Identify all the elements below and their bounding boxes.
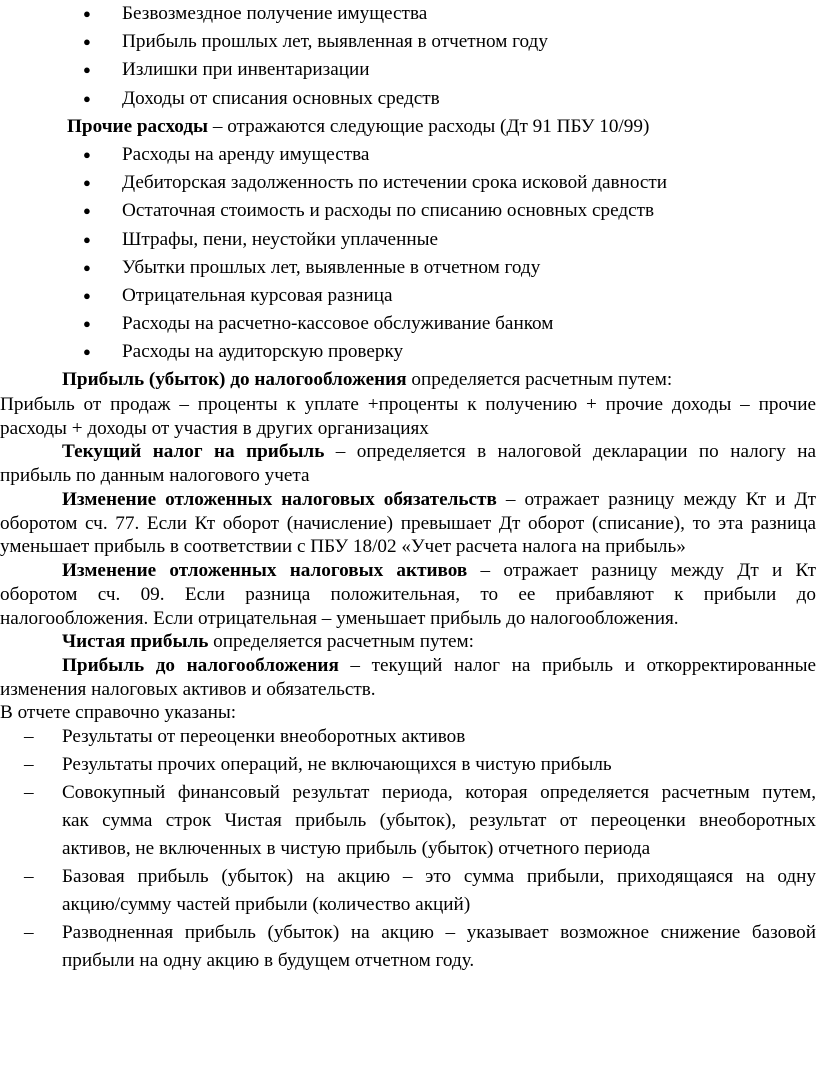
list-item-line: акцию/сумму частей прибыли (количество акций): [62, 894, 471, 915]
dash-icon: –: [24, 726, 34, 747]
dash-icon: –: [24, 754, 34, 775]
paragraph-line: Прибыль от продаж – проценты к уплате +проценты к получению + прочие доходы – прочие: [0, 394, 816, 415]
bullet-icon: ●: [83, 62, 91, 77]
list-item-line: как сумма строк Чистая прибыль (убыток), результат от переоценки внеоборотных: [62, 810, 816, 831]
paragraph-line: изменения налоговых активов и обязательств.: [0, 679, 376, 700]
term: Изменение отложенных налоговых обязательств: [62, 489, 497, 510]
dash-icon: –: [24, 922, 34, 943]
term: Прочие расходы: [67, 116, 209, 137]
paragraph-line: расходы + доходы от участия в других организациях: [0, 418, 429, 439]
current-tax-paragraph: Текущий налог на прибыль – определяется в налоговой декларации по налогу на: [62, 441, 816, 462]
report-intro: В отчете справочно указаны:: [0, 702, 237, 723]
bullet-icon: ●: [83, 175, 91, 190]
bullet-icon: ●: [83, 316, 91, 331]
deferred-liabilities-paragraph: Изменение отложенных налоговых обязательств – отражает разницу между Кт и Дт: [62, 489, 816, 510]
dash-icon: –: [24, 866, 34, 887]
term: Изменение отложенных налоговых активов: [62, 560, 468, 581]
bullet-icon: ●: [83, 288, 91, 303]
list-item-line: прибыли на одну акцию в будущем отчетном году.: [62, 950, 475, 971]
bullet-icon: ●: [83, 344, 91, 359]
list-item-line: активов, не включенных в чистую прибыль (убыток) отчетного периода: [62, 838, 651, 859]
bullet-icon: ●: [83, 260, 91, 275]
net-profit-formula-paragraph: Прибыль до налогообложения – текущий налог на прибыль и откорректированные: [62, 655, 816, 676]
bullet-icon: ●: [83, 147, 91, 162]
term: Прибыль до налогообложения: [62, 655, 339, 676]
paragraph-line: оборотом сч. 09. Если разница положительная, то ее прибавляют к прибыли до: [0, 584, 816, 605]
dash-icon: –: [24, 782, 34, 803]
bullet-icon: ●: [83, 34, 91, 49]
term: Чистая прибыль: [62, 631, 209, 652]
term: Текущий налог на прибыль: [62, 441, 325, 462]
bullet-icon: ●: [83, 6, 91, 21]
paragraph-line: прибыль по данным налогового учета: [0, 465, 310, 486]
paragraph-line: оборотом сч. 77. Если Кт оборот (начисление) превышает Дт оборот (списание), то эта разница: [0, 513, 816, 534]
term: Прибыль (убыток) до налогообложения: [62, 369, 407, 390]
bullet-icon: ●: [83, 203, 91, 218]
paragraph-line: налогообложения. Если отрицательная – уменьшает прибыль до налогообложения.: [0, 608, 679, 629]
bullet-icon: ●: [83, 232, 91, 247]
list-item-line: Совокупный финансовый результат периода, которая определяется расчетным путем,: [62, 782, 816, 803]
paragraph-line: уменьшает прибыль в соответствии с ПБУ 18/02 «Учет расчета налога на прибыль»: [0, 536, 686, 557]
list-item-line: Базовая прибыль (убыток) на акцию – это сумма прибыли, приходящаяся на одну: [62, 866, 816, 887]
deferred-assets-paragraph: Изменение отложенных налоговых активов – отражает разницу между Дт и Кт: [62, 560, 816, 581]
list-item-line: Разводненная прибыль (убыток) на акцию – указывает возможное снижение базовой: [62, 922, 816, 943]
bullet-icon: ●: [83, 91, 91, 106]
